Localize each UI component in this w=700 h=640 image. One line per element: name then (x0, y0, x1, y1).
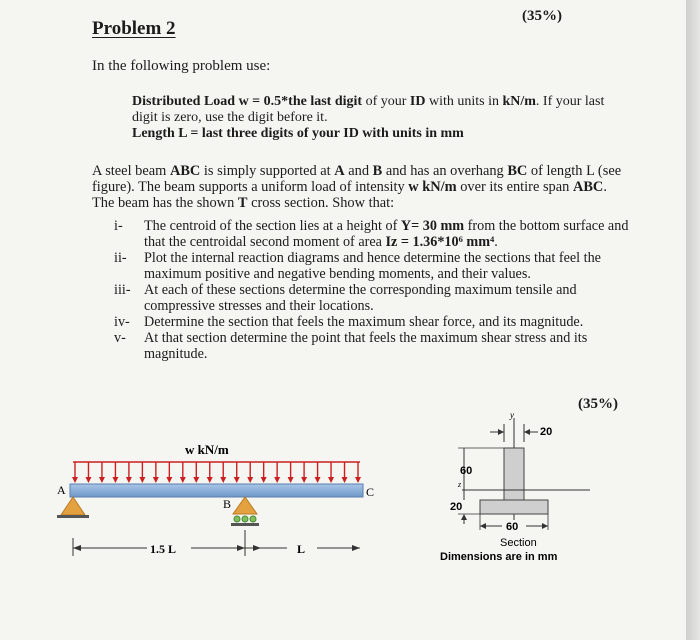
support-a-pin (61, 497, 85, 515)
dim-arrow (352, 545, 360, 551)
dist-load-units: with units in (425, 94, 503, 109)
load-arrow-head (193, 477, 199, 483)
page-edge-shadow (686, 0, 700, 640)
load-arrow-head (234, 477, 240, 483)
task-item (100, 330, 630, 362)
load-arrow-head (126, 477, 132, 483)
load-arrow-head (72, 477, 78, 483)
dim-bc-label: L (297, 542, 306, 556)
task-list (100, 218, 630, 362)
dim-web-height: 60 (460, 465, 473, 477)
task-text-part: . (494, 234, 498, 250)
load-arrow-head (99, 477, 105, 483)
dim-arrow (542, 523, 548, 529)
dist-load-last-digit: last digit (310, 94, 363, 109)
support-b-roller (233, 497, 257, 514)
desc-part: of length L (see figure). The beam supports a uniform load of intensity (92, 163, 622, 195)
task-item (100, 218, 630, 250)
parameter-block (132, 94, 627, 142)
task-text: At each of these sections determine the corresponding maximum tensile and compressive stresses and their locations. (144, 282, 577, 314)
dim-arrow (498, 429, 504, 435)
load-label: w kN/m (185, 442, 229, 457)
task-item (100, 282, 630, 314)
units-note: Dimensions are in mm (440, 551, 558, 563)
t-section-diagram (430, 410, 620, 570)
z-axis-label: z (458, 480, 462, 489)
task-text: At that section determine the point that feels the maximum shear stress and its magnitude. (144, 330, 588, 362)
problem-title: Problem 2 (92, 18, 176, 39)
desc-part: . The beam has the shown (92, 179, 607, 211)
load-arrow-head (153, 477, 159, 483)
load-arrow-head (207, 477, 213, 483)
desc-w: w kN/m (408, 179, 457, 195)
percent-weight-mid: (35%) (578, 396, 618, 412)
dim-arrow (237, 545, 245, 551)
dim-arrow (524, 429, 530, 435)
dim-arrow (480, 523, 486, 529)
task-text-part: from the bottom surface and that the centroidal second moment of area (144, 218, 629, 250)
task-text-bold: Iz = 1.36*10⁶ mm⁴ (385, 234, 495, 250)
beam-diagram (55, 438, 385, 568)
desc-part: A steel beam (92, 163, 170, 179)
dist-load-id: ID (409, 94, 426, 109)
dist-load-prefix: Distributed Load w = 0.5*the (132, 94, 311, 109)
desc-bc: BC (507, 163, 528, 179)
desc-part: and (344, 163, 373, 179)
desc-t: T (237, 195, 248, 211)
load-arrow-head (288, 477, 294, 483)
label-b: B (223, 497, 232, 511)
problem-description (92, 163, 627, 211)
desc-b: B (372, 163, 383, 179)
section-flange (480, 500, 548, 514)
load-arrow-head (342, 477, 348, 483)
task-number: i- (114, 218, 123, 234)
percent-weight-top: (35%) (522, 8, 562, 24)
desc-abc: ABC (572, 179, 604, 195)
roller-wheel (234, 516, 240, 522)
task-item (100, 314, 630, 330)
length-line: Length L = last three digits of your ID with units in mm (132, 126, 464, 141)
support-a-ground (57, 515, 89, 518)
y-axis-label: y (510, 410, 514, 420)
dim-arrow (73, 545, 81, 551)
distributed-load-line (132, 94, 627, 126)
task-number: iv- (114, 314, 130, 330)
load-arrow-head (328, 477, 334, 483)
task-text: Determine the section that feels the maximum shear force, and its magnitude. (144, 314, 584, 330)
dim-web-width: 20 (540, 426, 553, 438)
load-arrows (72, 462, 361, 483)
task-number: iii- (114, 282, 131, 298)
task-item (100, 250, 630, 282)
dim-arrow (253, 545, 261, 551)
task-text-bold: Y= 30 mm (400, 218, 465, 234)
task-text-part: The centroid of the section lies at a height of (144, 218, 401, 234)
dist-load-mid: of your (362, 94, 410, 109)
load-arrow-head (315, 477, 321, 483)
desc-part: cross section. Show that: (247, 195, 395, 211)
section-caption: Section (500, 537, 537, 549)
desc-abc: ABC (169, 163, 201, 179)
dim-arrow (461, 514, 467, 520)
load-arrow-head (261, 477, 267, 483)
dim-flange-width: 60 (506, 521, 519, 533)
task-number: ii- (114, 250, 127, 266)
task-text (144, 218, 630, 250)
dist-load-suffix: . If your last digit is zero, use the digit before it. (132, 94, 605, 125)
task-text: Plot the internal reaction diagrams and hence determine the sections that feel the maximum positive and negative bending moments, and their values. (144, 250, 601, 282)
desc-part: is simply supported at (200, 163, 335, 179)
desc-a: A (334, 163, 345, 179)
dim-flange-thickness: 20 (450, 501, 463, 513)
section-web (504, 448, 524, 500)
load-arrow-head (355, 477, 361, 483)
task-number: v- (114, 330, 126, 346)
load-arrow-head (112, 477, 118, 483)
desc-part: over its entire span (456, 179, 573, 195)
intro-text: In the following problem use: (92, 58, 271, 74)
load-arrow-head (166, 477, 172, 483)
label-a: A (57, 483, 66, 497)
load-arrow-head (85, 477, 91, 483)
load-arrow-head (180, 477, 186, 483)
load-arrow-head (301, 477, 307, 483)
dist-load-unit-value: kN/m (502, 94, 536, 109)
load-arrow-head (274, 477, 280, 483)
load-arrow-head (220, 477, 226, 483)
roller-wheel (242, 516, 248, 522)
load-arrow-head (247, 477, 253, 483)
load-arrow-head (139, 477, 145, 483)
desc-part: and has an overhang (382, 163, 508, 179)
beam-abc (70, 484, 363, 497)
roller-wheel (250, 516, 256, 522)
dim-ab-label: 1.5 L (150, 542, 177, 556)
label-c: C (366, 485, 375, 499)
support-b-ground (231, 523, 259, 526)
